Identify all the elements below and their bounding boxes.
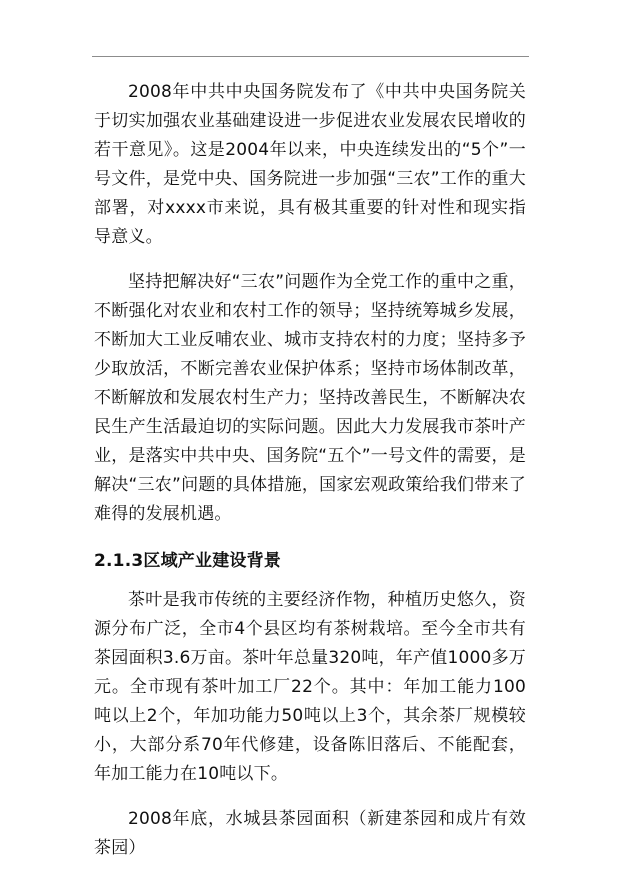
section-heading: 2.1.3区域产业建设背景 bbox=[94, 551, 282, 571]
paragraph-tea-industry: 茶叶是我市传统的主要经济作物，种植历史悠久，资源分布广泛，全市4个县区均有茶树栽培。至今全市共有茶园面积3.6万亩。茶叶年总量320吨，年产值1000多万元。全市现有茶叶加工厂22个。其中：年加工能力100吨以上2个，年加功能力50吨以上3个，其余茶厂规模较小，大部分系70年代修建，设备陈旧落后、不能配套，年加工能力在10吨以下。 bbox=[94, 590, 526, 784]
document-body bbox=[94, 78, 526, 863]
paragraph-policy-background: 2008年中共中央国务院发布了《中共中央国务院关于切实加强农业基础建设进一步促进农业发展农民增收的若干意见》。这是2004年以来，中央连续发出的“5个”一号文件，是党中央、国务院进一步加强“三农”工作的重大部署，对xxxx市来说，具有极其重要的针对性和现实指导意义。 bbox=[94, 82, 526, 247]
paragraph-three-rural-issues: 坚持把解决好“三农”问题作为全党工作的重中之重，不断强化对农业和农村工作的领导；坚持统筹城乡发展，不断加大工业反哺农业、城市支持农村的力度；坚持多予少取放活，不断完善农业保护体系；坚持市场体制改革，不断解放和发展农村生产力；坚持改善民生，不断解决农民生产生活最迫切的实际问题。因此大力发展我市茶叶产业，是落实中共中央、国务院“五个”一号文件的需要，是解决“三农”问题的具体措施，国家宏观政策给我们带来了难得的发展机遇。 bbox=[94, 272, 526, 524]
header-rule bbox=[92, 56, 529, 57]
paragraph-shuicheng-tea-area: 2008年底，水城县茶园面积（新建茶园和成片有效茶园） bbox=[94, 809, 526, 858]
